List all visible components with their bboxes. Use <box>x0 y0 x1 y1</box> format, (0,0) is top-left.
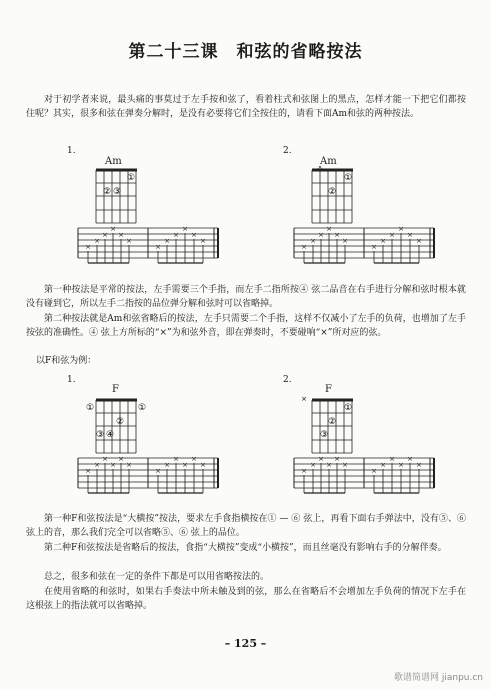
site-watermark: 歌谱简谱网 jianpu.cn <box>393 673 483 683</box>
svg-text:×: × <box>182 225 188 233</box>
svg-text:×: × <box>416 461 422 469</box>
svg-text:×: × <box>317 166 323 171</box>
intro-paragraph: 对于初学者来说，最头痛的事莫过于左手按和弦了，看着柱式和弦图上的黑点，怎样才能一下把它们都按住呢？其实，很多和弦在弹奏分解时，是没有必要将它们全按住的，请看下面Am和弦的两种按法。 <box>26 95 466 119</box>
svg-text:×: × <box>342 237 348 245</box>
am-paragraph-1: 第一种按法是平常的按法，左手需要三个手指，而左手二指所按④ 弦二品音在右手进行分解和弦时根本就没有碰到它，所以左手二指按的品位弹分解和弦时可以省略掉。 <box>26 285 466 309</box>
svg-text:×: × <box>85 467 91 475</box>
svg-text:×: × <box>398 461 404 469</box>
am-fig1-finger-3: ③ <box>112 187 122 197</box>
svg-text:×: × <box>126 461 132 469</box>
am-fig2-finger-1: ① <box>343 173 353 183</box>
svg-text:×: × <box>326 225 332 233</box>
svg-text:×: × <box>102 231 108 239</box>
svg-text:×: × <box>155 467 161 475</box>
svg-text:×: × <box>301 467 307 475</box>
svg-text:×: × <box>318 231 324 239</box>
svg-text:×: × <box>110 461 116 469</box>
am-paragraph-2: 第二种按法就是Am和弦省略后的按法，左手只需要二个手指，这样不仅减小了左手的负荷，也增加了左手按弦的准确性。④ 弦上方所标的“×”为和弦外音，即在弹奏时，不要碰响“×”所对应的弦。 <box>26 314 466 338</box>
svg-text:×: × <box>334 455 340 463</box>
svg-text:×: × <box>318 455 324 463</box>
f-fig1-diagram <box>75 396 225 496</box>
summary-paragraph: 总之，很多和弦在一定的条件下都是可以用省略按法的。 <box>44 572 270 582</box>
svg-text:×: × <box>155 243 161 251</box>
am-fig1-chord-label: Am <box>105 156 122 167</box>
f-fig1-finger-2: ② <box>115 417 125 427</box>
f-fig2-number: 2. <box>283 375 292 385</box>
f-fig1-finger-3: ③ <box>95 430 105 440</box>
f-fig1-number: 1. <box>67 375 76 385</box>
svg-text:×: × <box>371 243 377 251</box>
svg-text:×: × <box>164 461 170 469</box>
page-number: – 125 – <box>224 637 267 650</box>
svg-text:×: × <box>334 231 340 239</box>
svg-text:×: × <box>371 467 377 475</box>
svg-text:×: × <box>94 461 100 469</box>
svg-text:×: × <box>407 455 413 463</box>
am-fig1-diagram <box>75 166 225 268</box>
closing-paragraph: 在使用省略的和弦时，如果右手奏法中所未触及到的弦，那么在省略后不会增加左手负荷的情况下左手在这根弦上的指法就可以省略掉。 <box>26 587 466 611</box>
svg-text:×: × <box>310 461 316 469</box>
svg-text:×: × <box>164 237 170 245</box>
f-fig2-finger-3: ③ <box>319 430 329 440</box>
svg-text:×: × <box>380 237 386 245</box>
svg-text:×: × <box>380 461 386 469</box>
am-fig2-diagram <box>291 166 441 268</box>
svg-text:×: × <box>85 243 91 251</box>
svg-text:×: × <box>191 455 197 463</box>
svg-text:×: × <box>94 237 100 245</box>
am-fig1-tab-notes <box>85 225 206 263</box>
svg-text:×: × <box>407 231 413 239</box>
svg-text:×: × <box>200 461 206 469</box>
am-fig1-finger-1: ① <box>126 173 136 183</box>
f-intro-line: 以F和弦为例： <box>36 356 97 366</box>
f-fig1-finger-barre-right: ① <box>137 403 147 413</box>
f-fig2-chord-label: F <box>325 384 332 395</box>
svg-text:×: × <box>200 237 206 245</box>
svg-text:×: × <box>342 461 348 469</box>
svg-text:×: × <box>118 455 124 463</box>
svg-text:×: × <box>310 237 316 245</box>
am-fig1-number: 1. <box>67 146 76 156</box>
am-fig2-tab-notes <box>301 225 422 263</box>
am-fig2-number: 2. <box>283 146 292 156</box>
f-fig1-chord-label: F <box>112 384 119 395</box>
f-fig2-finger-2: ② <box>327 417 337 427</box>
f-fig1-finger-4: ④ <box>105 430 115 440</box>
f-fig2-diagram <box>291 396 441 496</box>
svg-text:×: × <box>389 455 395 463</box>
am-fig2-chord-label: Am <box>320 156 337 167</box>
am-fig1-finger-2: ② <box>102 187 112 197</box>
svg-text:×: × <box>326 461 332 469</box>
f-paragraph-2: 第二种F和弦按法是省略后的按法，食指“大横按”变成“小横按”，而且丝毫没有影响右手的分解伴奏。 <box>44 543 447 553</box>
lesson-title: 第二十三课 和弦的省略按法 <box>128 42 363 62</box>
svg-text:×: × <box>102 455 108 463</box>
f-fig1-tab-notes <box>85 455 206 493</box>
f-fig2-finger-1: ① <box>343 403 353 413</box>
svg-text:×: × <box>389 231 395 239</box>
svg-text:×: × <box>398 225 404 233</box>
f-paragraph-1: 第一种F和弦按法是“大横按”按法，要求左手食指横按在① — ⑥ 弦上，再看下面右手弹法中，没有⑤、⑥ 弦上的音，那么我们完全可以省略⑤、⑥ 弦上的品位。 <box>26 514 466 538</box>
svg-text:×: × <box>301 243 307 251</box>
svg-text:×: × <box>110 225 116 233</box>
svg-text:×: × <box>173 455 179 463</box>
svg-text:×: × <box>173 231 179 239</box>
f-fig1-finger-barre-left: ① <box>85 403 95 413</box>
svg-text:×: × <box>191 231 197 239</box>
svg-text:×: × <box>118 231 124 239</box>
svg-text:×: × <box>416 237 422 245</box>
svg-text:×: × <box>126 237 132 245</box>
am-fig2-finger-2: ② <box>327 187 337 197</box>
svg-text:×: × <box>182 461 188 469</box>
f-fig2-tab-notes <box>301 455 422 493</box>
svg-text:×: × <box>301 396 307 403</box>
